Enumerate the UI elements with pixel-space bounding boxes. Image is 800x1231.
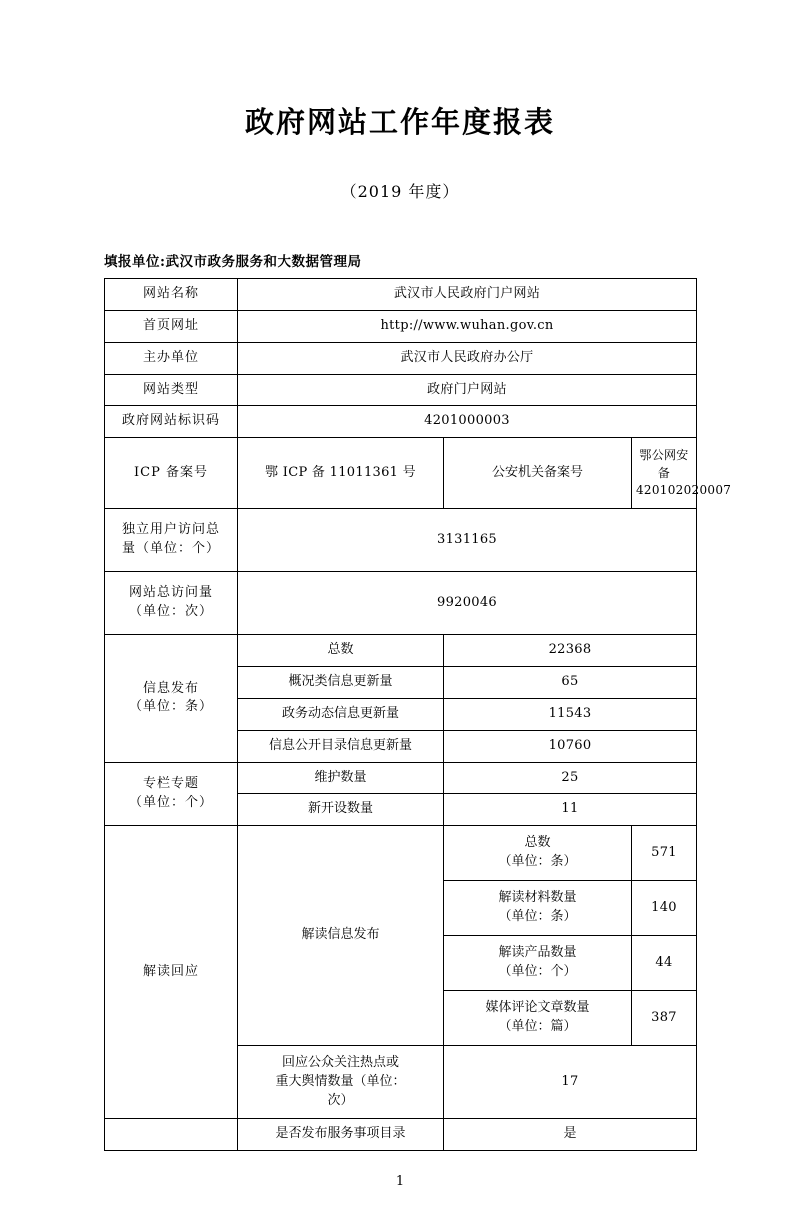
table-row (105, 1119, 697, 1151)
total-visits-value: 9920046 (238, 572, 697, 635)
info-release-row-value: 10760 (444, 730, 697, 762)
annual-report-table (104, 278, 732, 1151)
table-row (105, 635, 697, 667)
table-row (105, 374, 697, 406)
police-record-value: 鄂公网安备 420102020007 (632, 438, 697, 509)
column-topic-label: 专栏专题 （单位：个） (105, 762, 238, 826)
site-type-label: 网站类型 (105, 374, 238, 406)
page-number: 1 (395, 1174, 405, 1189)
table-row (105, 406, 697, 438)
interpretation-row-name: 解读产品数量 （单位：个） (444, 936, 632, 991)
info-release-row-name: 总数 (238, 635, 444, 667)
document-page (0, 100, 800, 1231)
info-release-row-name: 政务动态信息更新量 (238, 698, 444, 730)
interpretation-label: 解读回应 (105, 826, 238, 1119)
table-row (105, 762, 697, 794)
interpretation-row-name: 总数 （单位：条） (444, 826, 632, 881)
table-row (105, 572, 697, 635)
page-title: 政府网站工作年度报表 (244, 105, 555, 139)
empty-cell (105, 1119, 238, 1151)
column-topic-row-name: 新开设数量 (238, 794, 444, 826)
site-name-value: 武汉市人民政府门户网站 (238, 279, 697, 311)
info-release-row-value: 11543 (444, 698, 697, 730)
table-row (105, 826, 697, 881)
table-row (105, 509, 697, 572)
site-code-label: 政府网站标识码 (105, 406, 238, 438)
site-type-value: 政府门户网站 (238, 374, 697, 406)
info-release-row-value: 65 (444, 667, 697, 699)
info-release-row-name: 概况类信息更新量 (238, 667, 444, 699)
interpretation-row-name: 解读材料数量 （单位：条） (444, 881, 632, 936)
site-name-label: 网站名称 (105, 279, 238, 311)
hot-response-value: 17 (444, 1046, 697, 1119)
column-topic-row-value: 11 (444, 794, 697, 826)
table-row (105, 279, 697, 311)
icp-label: ICP 备案号 (105, 438, 238, 509)
sponsor-label: 主办单位 (105, 342, 238, 374)
site-code-value: 4201000003 (238, 406, 697, 438)
unique-visitors-value: 3131165 (238, 509, 697, 572)
interpretation-release-label: 解读信息发布 (238, 826, 444, 1046)
police-record-label: 公安机关备案号 (444, 438, 632, 509)
interpretation-row-value: 140 (632, 881, 697, 936)
table-row (105, 438, 697, 509)
info-release-label: 信息发布 （单位：条） (105, 635, 238, 762)
column-topic-row-name: 维护数量 (238, 762, 444, 794)
service-catalog-label: 是否发布服务事项目录 (238, 1119, 444, 1151)
sponsor-value: 武汉市人民政府办公厅 (238, 342, 697, 374)
total-visits-label: 网站总访问量 （单位：次） (105, 572, 238, 635)
column-topic-row-value: 25 (444, 762, 697, 794)
interpretation-row-value: 571 (632, 826, 697, 881)
homepage-label: 首页网址 (105, 310, 238, 342)
page-subtitle: （2019 年度） (340, 182, 460, 201)
interpretation-row-value: 387 (632, 991, 697, 1046)
unique-visitors-label: 独立用户访问总 量（单位：个） (105, 509, 238, 572)
hot-response-label: 回应公众关注热点或 重大舆情数量（单位： 次） (238, 1046, 444, 1119)
info-release-row-value: 22368 (444, 635, 697, 667)
service-catalog-value: 是 (444, 1119, 697, 1151)
table-row (105, 310, 697, 342)
info-release-row-name: 信息公开目录信息更新量 (238, 730, 444, 762)
icp-value: 鄂 ICP 备 11011361 号 (238, 438, 444, 509)
table-row (105, 342, 697, 374)
interpretation-row-name: 媒体评论文章数量 （单位：篇） (444, 991, 632, 1046)
interpretation-row-value: 44 (632, 936, 697, 991)
homepage-value: http://www.wuhan.gov.cn (238, 310, 697, 342)
reporting-unit: 填报单位:武汉市政务服务和大数据管理局 (104, 254, 362, 270)
